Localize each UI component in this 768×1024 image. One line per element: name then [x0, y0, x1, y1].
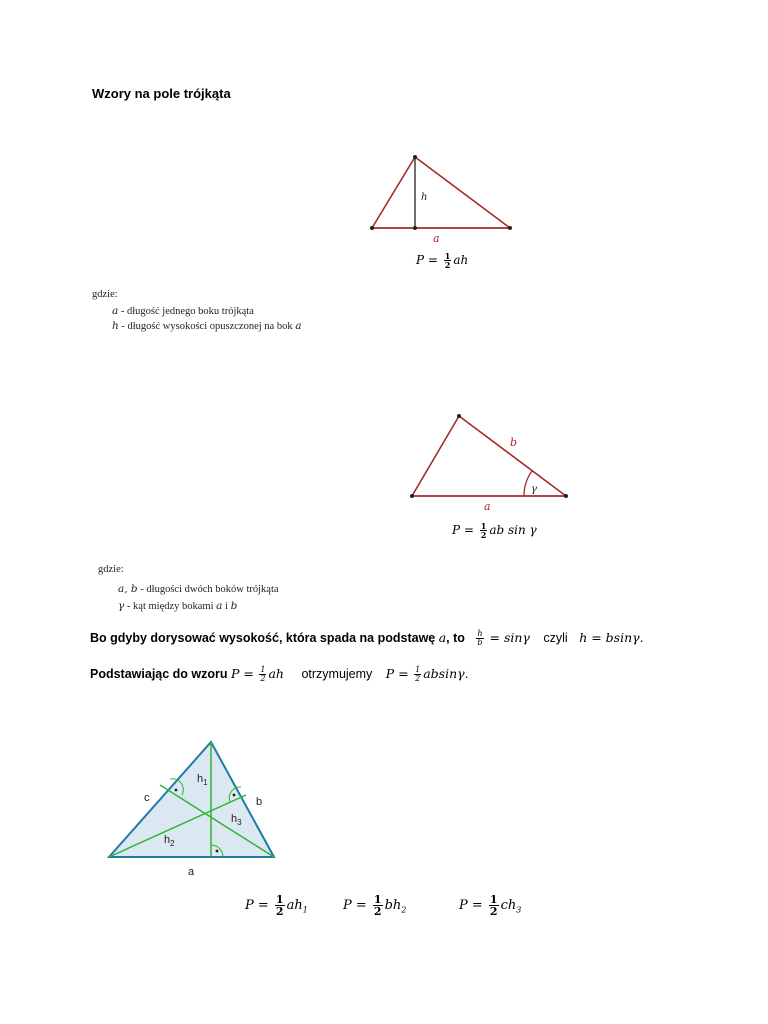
formula-area-absin: P = $\frac{1}{2}$ ab sin γ: [452, 521, 537, 540]
angle-gamma-label: γ: [531, 484, 537, 495]
vertex-dot: [457, 414, 461, 418]
right-angle-dot: [216, 850, 219, 853]
triangle-altitudes-figure: [100, 735, 285, 880]
formula-bh2: P = $\frac{1}{2}$ $bh_2$: [343, 893, 407, 918]
page-title: Wzory na pole trójkąta: [92, 86, 231, 101]
fraction-half: $\frac{1}{2}$: [489, 893, 498, 918]
triangle-side-b: [459, 416, 566, 496]
vertex-dot: [370, 226, 374, 230]
fraction-half: $\frac{1}{2}$: [373, 893, 382, 918]
vertex-dot: [508, 226, 512, 230]
side-b-label: b: [256, 796, 263, 808]
triangle-side-right: [415, 157, 510, 228]
side-a-label: a: [188, 866, 195, 878]
side-b-label: b: [510, 436, 518, 449]
label-h1: $h_1$: [197, 773, 208, 787]
legend-line: a, b - długości dwóch boków trójkąta: [118, 583, 279, 595]
triangle-side-left: [372, 157, 415, 228]
label-h3: $h_3$: [231, 813, 242, 827]
fraction-h-over-b: $\frac{h}{b}$: [477, 629, 483, 648]
triangle-shape: [109, 742, 274, 857]
right-angle-dot: [233, 794, 236, 797]
fraction-half: $\frac{1}{2}$: [480, 521, 487, 540]
vertex-dot: [410, 494, 414, 498]
fraction-half: $\frac{1}{2}$: [444, 251, 451, 270]
base-label: a: [433, 232, 440, 245]
vertex-dot: [413, 226, 417, 230]
fraction-half: $\frac{1}{2}$: [275, 893, 284, 918]
right-angle-dot: [175, 789, 178, 792]
legend-heading: gdzie:: [98, 564, 124, 575]
vertex-dot: [413, 155, 417, 159]
explanation-line-1: Bo gdyby dorysować wysokość, która spada na podstawę a, to $\frac{h}{b}$ = sinγ czyli h = bsinγ.: [90, 629, 644, 648]
label-h2: $h_2$: [164, 834, 175, 848]
legend-line: γ - kąt między bokami a i b: [118, 600, 238, 612]
formula-area-ah: P = $\frac{1}{2}$ ah: [416, 251, 469, 270]
triangle-side-left: [412, 416, 459, 496]
vertex-dot: [564, 494, 568, 498]
fraction-half: $\frac{1}{2}$: [415, 665, 421, 684]
fraction-half: $\frac{1}{2}$: [260, 665, 266, 684]
triangle-height-figure: [360, 148, 520, 248]
formula-ah1: P = $\frac{1}{2}$ $ah_1$: [245, 893, 308, 918]
base-label: a: [484, 500, 491, 513]
height-label: h: [421, 192, 428, 203]
formula-ch3: P = $\frac{1}{2}$ $ch_3$: [459, 893, 522, 918]
explanation-line-2: Podstawiając do wzoru P = $\frac{1}{2}$ ah otrzymujemy P = $\frac{1}{2}$ absinγ.: [90, 665, 469, 684]
triangle-angle-figure: [400, 405, 580, 517]
legend-line: a - długość jednego boku trójkąta: [112, 305, 254, 317]
legend-heading: gdzie:: [92, 289, 118, 300]
side-c-label: c: [144, 792, 150, 804]
legend-line: h - długość wysokości opuszczonej na bok a: [112, 320, 302, 332]
